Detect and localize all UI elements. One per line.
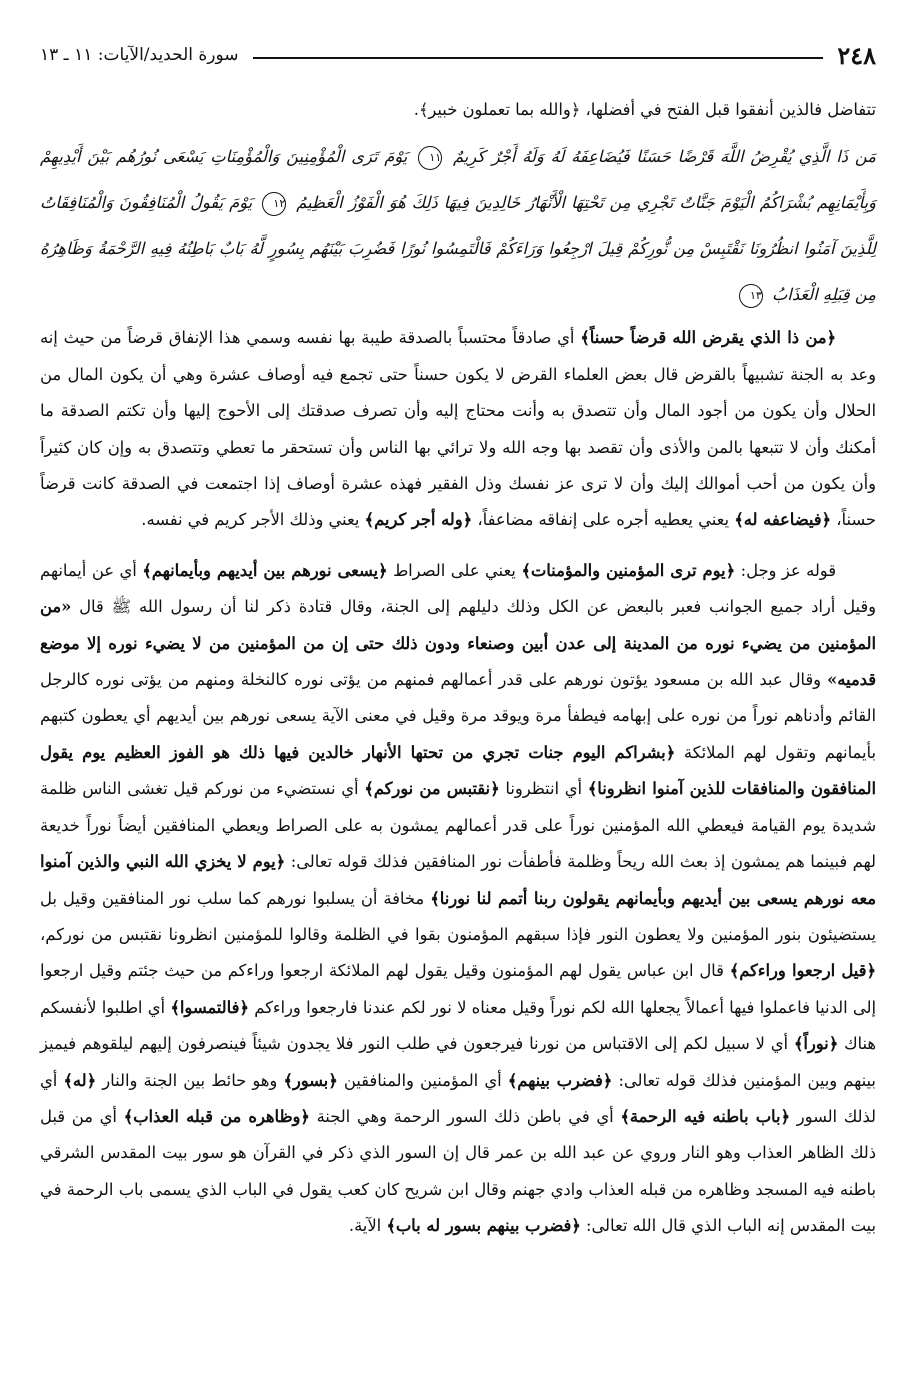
text: قوله عز وجل: xyxy=(735,560,836,580)
text: قال ابن عباس يقول لهم المؤمنون وقيل يقول لهم الملائكة ارجعوا وراءكم من حيث جئتم وقيل ارجعوا إلى الدنيا فاعملوا فيها أعمالاً يجعلها الله لكم نوراً وقيل معناه لا نور لكم عندنا فارجعوا وراءكم xyxy=(40,961,876,1017)
quote: ﴿باب باطنه فيه الرحمة﴾ xyxy=(620,1106,791,1126)
text: أي في باطن ذلك السور الرحمة وهي الجنة xyxy=(309,1106,621,1126)
text: مخافة أن يسلبوا نورهم كما سلب نور المنافقين وقيل بل يستضيئون بنور المؤمنين ولا يعطون النور فإذا سبقهم المؤمنون بقوا في الظلمة وقالوا للمؤمنين انظرونا نقتبس من نوركم، xyxy=(40,888,876,944)
text: يعني وذلك الأجر كريم في نفسه. xyxy=(141,510,365,530)
quote: ﴿فضرب بينهم﴾ xyxy=(507,1070,613,1090)
quote: ﴿فالتمسوا﴾ xyxy=(170,997,249,1017)
running-title: سورة الحديد/الآيات: ١١ ـ ١٣ xyxy=(40,45,239,65)
text: أي نستضيء من نوركم قيل تغشى الناس ظلمة شديدة يوم القيامة فيعطي الله المؤمنين نوراً على قدر أعمالهم يمشون به على الصراط ويعطي المنافقين أيضاً نوراً خديعة لهم فبينما هم يمشون إذ بعث الله ريحاً وظلمة فأطفأت نور المنافقين فذلك قوله تعالى: xyxy=(40,779,876,872)
quote: ﴿من ذا الذي يقرض الله قرضاً حسناً﴾ xyxy=(580,328,836,348)
verse-11-text: مَن ذَا الَّذِي يُقْرِضُ اللَّهَ قَرْضًا حَسَنًا فَيُضَاعِفَهُ لَهُ وَلَهُ أَجْرٌ كَرِيمٌ xyxy=(452,147,876,167)
hadith-quote: «من المؤمنين من يضيء نوره من المدينة إلى عدن أبين وصنعاء ودون ذلك حتى إن من المؤمنين من لا يضيء نوره إلا موضع قدميه» xyxy=(40,597,876,690)
verse-12-text: يَوْمَ تَرَى الْمُؤْمِنِينَ وَالْمُؤْمِنَاتِ يَسْعَى نُورُهُم بَيْنَ أَيْدِيهِمْ وَبِأَيْمَانِهِم بُشْرَاكُمُ الْيَوْمَ جَنَّاتٌ تَجْرِي مِن تَحْتِهَا الْأَنْهَارُ خَالِدِينَ فِيهَا ذَلِكَ هُوَ الْفَوْزُ الْعَظِيمُ xyxy=(40,147,876,213)
page-header xyxy=(40,38,876,72)
text: أي انتظرونا xyxy=(499,779,588,799)
page-number: ٢٤٨ xyxy=(837,40,876,70)
text: الآية. xyxy=(348,1216,387,1236)
quote: ﴿وله أجر كريم﴾ xyxy=(364,510,473,530)
quote: ﴿بشراكم اليوم جنات تجري من تحتها الأنهار خالدين فيها ذلك هو الفوز العظيم يوم يقول المنافقون والمنافقات للذين آمنوا انظرونا﴾ xyxy=(40,742,876,799)
text: أي المؤمنين والمنافقين xyxy=(337,1070,508,1090)
text: وهو حائط بين الجنة والنار xyxy=(96,1070,284,1090)
text: أي من قبل ذلك الظاهر العذاب وهو النار وروي عن عبد الله بن عمر قال إن السور الذي ذكر في القرآن هو سور بيت المقدس الشرقي باطنه فيه المسجد وظاهره من قبله العذاب وادي جهنم وقال ابن شريح كان كعب يقول في الباب الذي يسمى باب الرحمة في بيت المقدس إنه الباب الذي قال الله تعالى: xyxy=(40,1106,876,1236)
ayah-marker-11: ١١ xyxy=(418,146,442,170)
quote: ﴿نوراً﴾ xyxy=(793,1034,839,1054)
quote: ﴿فيضاعفه له﴾ xyxy=(734,510,832,530)
quote: ﴿بسور﴾ xyxy=(283,1070,338,1090)
quote: ﴿فضرب بينهم بسور له باب﴾ xyxy=(386,1216,581,1236)
text: أي لذلك السور xyxy=(40,1070,876,1126)
commentary-paragraph-2 xyxy=(40,553,876,1245)
quote: ﴿قيل ارجعوا وراءكم﴾ xyxy=(729,961,877,981)
text: أي اطلبوا لأنفسكم هناك xyxy=(40,997,877,1054)
quote: ﴿يوم لا يخزي الله النبي والذين آمنوا معه نورهم يسعى بين أيديهم وبأيمانهم يقولون ربنا أتمم لنا نورنا﴾ xyxy=(40,852,876,908)
text: أي صادقاً محتسباً بالصدقة طيبة بها نفسه وسمي هذا الإنفاق قرضاً من حيث إنه وعد به الجنة تشبيهاً بالقرض قال بعض العلماء القرض لا يكون حسناً حتى تجمع فيه أوصاف عشرة وهي أن يكون المال من الحلال وأن يكون من أجود المال وأن تتصدق به وأنت محتاج إليه وأن تصرف صدقتك إلى الأحوج إليها وأن تكتم الصدقة ما أمكنك وأن لا تتبعها بالمن والأذى وأن تقصد بها وجه الله ولا ترائي بها الناس وأن تستحقر ما تعطي وتتصدق به وإن كان كثيراً وأن يكون من أحب أموالك إليك وأن لا ترى عز نفسك وذل الفقير فهذه عشرة أوصاف إذا اجتمعت في الصدقة كانت قرضاً حسناً، xyxy=(40,328,876,530)
opening-line: تتفاضل فالذين أنفقوا قبل الفتح في أفضلها، ﴿والله بما تعملون خبير﴾. xyxy=(413,100,876,119)
ayah-marker-13: ١٣ xyxy=(739,284,763,308)
quran-verses xyxy=(40,134,876,318)
verse-13-text: يَوْمَ يَقُولُ الْمُنَافِقُونَ وَالْمُنَافِقَاتُ لِلَّذِينَ آمَنُوا انظُرُونَا نَقْتَبِسْ مِن نُّورِكُمْ قِيلَ ارْجِعُوا وَرَاءَكُمْ فَالْتَمِسُوا نُورًا فَضُرِبَ بَيْنَهُم بِسُورٍ لَّهُ بَابٌ بَاطِنُهُ فِيهِ الرَّحْمَةُ وَظَاهِرُهُ مِن قِبَلِهِ الْعَذَابُ xyxy=(40,193,876,305)
quote: ﴿وظاهره من قبله العذاب﴾ xyxy=(123,1106,310,1126)
quote: ﴿يسعى نورهم بين أيديهم وبأيمانهم﴾ xyxy=(142,560,388,580)
commentary-paragraph-1 xyxy=(40,320,876,538)
text: أي لا سبيل لكم إلى الاقتباس من نورنا فيرجعون في طلب النور فلا يجدون شيئاً فينصرفون إليهم ليلقوهم فيميز بينهم وبين المؤمنين فذلك قوله تعالى: xyxy=(40,1034,876,1090)
text: يعني على الصراط xyxy=(387,560,522,580)
text: يعني يعطيه أجره على إنفاقه مضاعفاً، xyxy=(472,510,735,530)
quote: ﴿له﴾ xyxy=(63,1070,97,1090)
text: أي عن أيمانهم وقيل أراد جميع الجوانب فعبر بالبعض عن الكل وذلك دليلهم إلى الجنة، وقال قتادة ذكر لنا أن رسول الله ﷺ قال xyxy=(40,560,876,617)
text: وقال عبد الله بن مسعود يؤتون نورهم على قدر أعمالهم فمنهم من يؤتى نوره كالنخلة ومنهم من يؤتى نوره كالرجل القائم وأدناهم نوراً من نوره على إبهامه فيطفأ مرة ويوقد مرة وقيل في معنى الآية يسعى نورهم بين أيديهم أي يعطون كتبهم بأيمانهم وتقول لهم الملائكة xyxy=(40,670,876,762)
header-rule xyxy=(253,57,824,59)
ayah-marker-12: ١٢ xyxy=(262,192,286,216)
quote: ﴿يوم ترى المؤمنين والمؤمنات﴾ xyxy=(521,560,736,580)
quote: ﴿نقتبس من نوركم﴾ xyxy=(364,779,500,799)
